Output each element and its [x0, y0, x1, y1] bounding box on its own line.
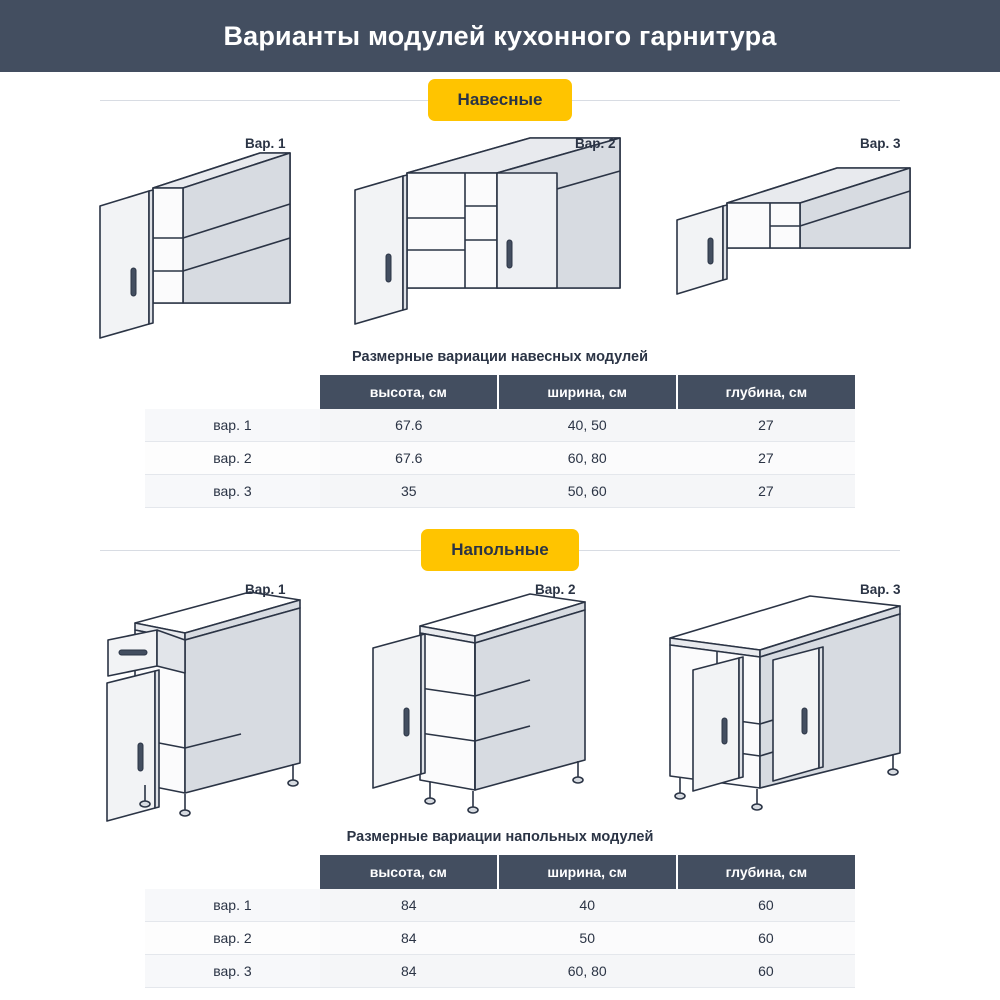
wall-r3-name: вар. 3	[145, 475, 320, 508]
table-row	[145, 922, 855, 955]
variant-row-floor	[0, 578, 1000, 823]
wall-col-height: высота, см	[320, 375, 498, 409]
variant-floor-3-label: Вар. 3	[860, 582, 901, 597]
table-header-row	[145, 375, 855, 409]
wall-r1-width: 40, 50	[498, 409, 677, 442]
floor-r1-depth: 60	[677, 889, 855, 922]
section-header-wall	[100, 72, 900, 128]
wall-col-blank	[145, 375, 320, 409]
floor-col-width: ширина, см	[498, 855, 677, 889]
table-row	[145, 442, 855, 475]
section-chip-floor: Напольные	[421, 529, 578, 571]
variant-wall-2	[335, 128, 665, 343]
wall-r2-depth: 27	[677, 442, 855, 475]
wall-r3-width: 50, 60	[498, 475, 677, 508]
wall-col-width: ширина, см	[498, 375, 677, 409]
floor-r2-depth: 60	[677, 922, 855, 955]
floor-r1-name: вар. 1	[145, 889, 320, 922]
wall-r1-height: 67.6	[320, 409, 498, 442]
wall-dimensions-table	[145, 375, 855, 508]
variant-floor-3	[635, 578, 955, 823]
floor-r1-width: 40	[498, 889, 677, 922]
variant-wall-3-label: Вар. 3	[860, 136, 901, 151]
table-row	[145, 475, 855, 508]
table-row	[145, 955, 855, 988]
floor-r2-height: 84	[320, 922, 498, 955]
floor-dimensions-table	[145, 855, 855, 988]
variant-floor-1-label: Вар. 1	[245, 582, 286, 597]
variant-wall-3	[665, 128, 955, 343]
variant-wall-1	[45, 128, 335, 343]
page-header	[0, 0, 1000, 72]
wall-module-1-illustration	[45, 128, 335, 343]
floor-r3-depth: 60	[677, 955, 855, 988]
floor-r3-width: 60, 80	[498, 955, 677, 988]
variant-wall-2-label: Вар. 2	[575, 136, 616, 151]
floor-r3-height: 84	[320, 955, 498, 988]
variant-floor-2	[345, 578, 635, 823]
floor-r3-name: вар. 3	[145, 955, 320, 988]
wall-r2-name: вар. 2	[145, 442, 320, 475]
floor-col-blank	[145, 855, 320, 889]
section-header-floor	[100, 522, 900, 578]
variant-floor-1	[45, 578, 345, 823]
floor-col-depth: глубина, см	[677, 855, 855, 889]
variant-row-wall	[0, 128, 1000, 343]
floor-table-caption: Размерные вариации напольных модулей	[346, 829, 654, 845]
variant-wall-1-label: Вар. 1	[245, 136, 286, 151]
wall-module-3-illustration	[665, 128, 955, 343]
section-chip-wall: Навесные	[428, 79, 573, 121]
floor-r1-height: 84	[320, 889, 498, 922]
table-row	[145, 889, 855, 922]
section-wall-modules	[0, 72, 1000, 508]
wall-r3-depth: 27	[677, 475, 855, 508]
floor-dimensions-table-block	[0, 829, 1000, 988]
floor-module-1-illustration	[45, 578, 345, 823]
table-row	[145, 409, 855, 442]
floor-r2-name: вар. 2	[145, 922, 320, 955]
floor-col-height: высота, см	[320, 855, 498, 889]
wall-r1-depth: 27	[677, 409, 855, 442]
wall-table-caption: Размерные вариации навесных модулей	[351, 349, 648, 365]
floor-r2-width: 50	[498, 922, 677, 955]
page-title: Варианты модулей кухонного гарнитура	[223, 20, 777, 51]
floor-module-2-illustration	[345, 578, 635, 823]
table-header-row	[145, 855, 855, 889]
wall-r2-width: 60, 80	[498, 442, 677, 475]
wall-r3-height: 35	[320, 475, 498, 508]
wall-module-2-illustration	[335, 128, 665, 343]
wall-dimensions-table-block	[0, 349, 1000, 508]
variant-floor-2-label: Вар. 2	[535, 582, 576, 597]
floor-module-3-illustration	[635, 578, 955, 823]
wall-r2-height: 67.6	[320, 442, 498, 475]
section-floor-modules	[0, 522, 1000, 988]
wall-r1-name: вар. 1	[145, 409, 320, 442]
wall-col-depth: глубина, см	[677, 375, 855, 409]
